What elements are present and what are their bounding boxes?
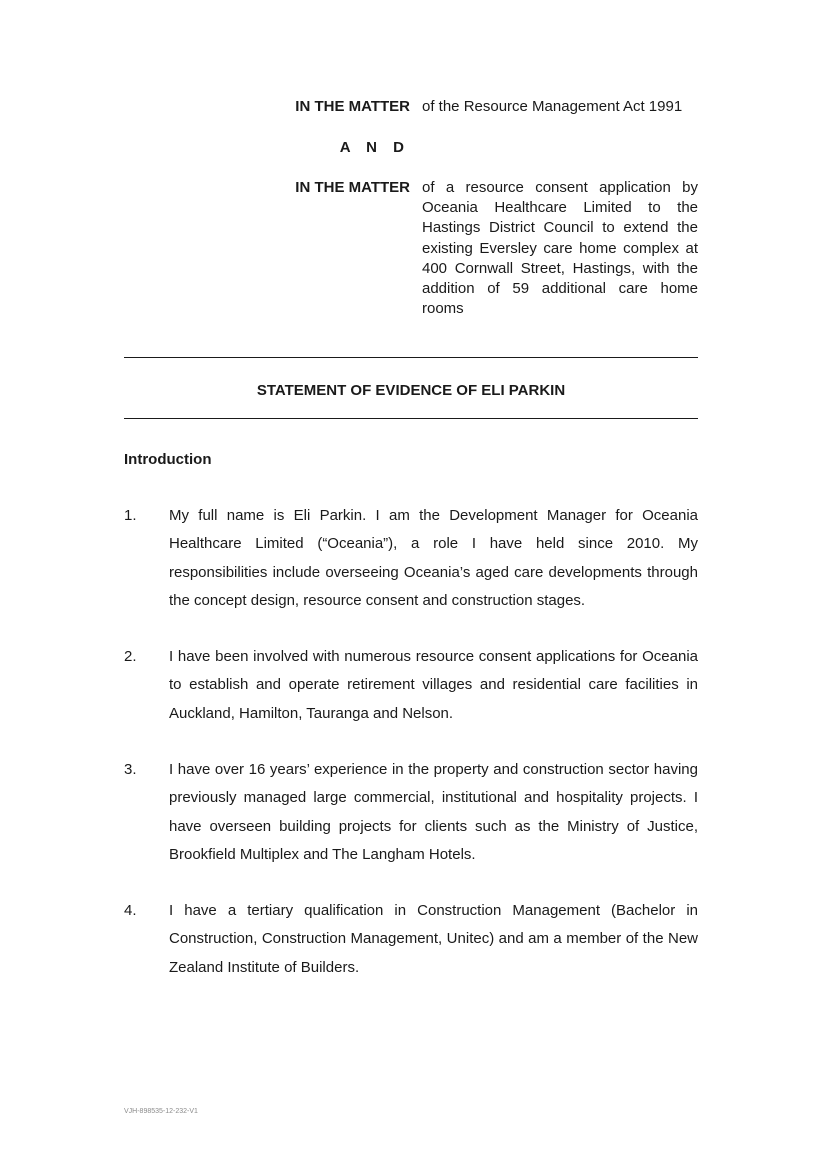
divider-top [124, 357, 698, 358]
paragraph-text: I have over 16 years’ experience in the property and construction sector having previously managed large commercial, institutional and hospitality projects. I have overseen building projects for clients such as the Ministry of Justice, Brookfield Multiplex and The Langham Hotels. [169, 761, 698, 863]
and-label: A N D [339, 139, 410, 156]
paragraph-text: I have a tertiary qualification in Construction Management (Bachelor in Construction, Construction Management, Unitec) and am a member of the New Zealand Institute of Builders. [169, 902, 698, 976]
paragraph-number: 3. [124, 761, 137, 778]
paragraph-text: I have been involved with numerous resource consent applications for Oceania to establish and operate retirement villages and residential care facilities in Auckland, Hamilton, Tauranga and Nelson. [169, 648, 698, 722]
document-reference: VJH-898535-12-232-V1 [124, 1108, 198, 1115]
paragraph-number: 1. [124, 507, 137, 524]
matter-text: of the Resource Management Act 1991 [422, 98, 683, 115]
section-heading: Introduction [124, 451, 212, 468]
document-title: STATEMENT OF EVIDENCE OF ELI PARKIN [256, 382, 566, 399]
divider-bottom [124, 418, 698, 419]
paragraph-number: 2. [124, 648, 137, 665]
paragraph-number: 4. [124, 902, 137, 919]
paragraph-text: My full name is Eli Parkin. I am the Development Manager for Oceania Healthcare Limited (“Oceania”), a role I have held since 2010. My responsibilities include overseeing Oceania’s aged care developments through the concept design, resource consent and construction stages. [169, 507, 698, 609]
matter-label: IN THE MATTER [295, 179, 410, 196]
matter-text: of a resource consent application by Oceania Healthcare Limited to the Hastings District Council to extend the existing Eversley care home complex at 400 Cornwall Street, Hastings, with the addition of 59 additional care home rooms [422, 179, 698, 318]
matter-label: IN THE MATTER [295, 98, 410, 115]
